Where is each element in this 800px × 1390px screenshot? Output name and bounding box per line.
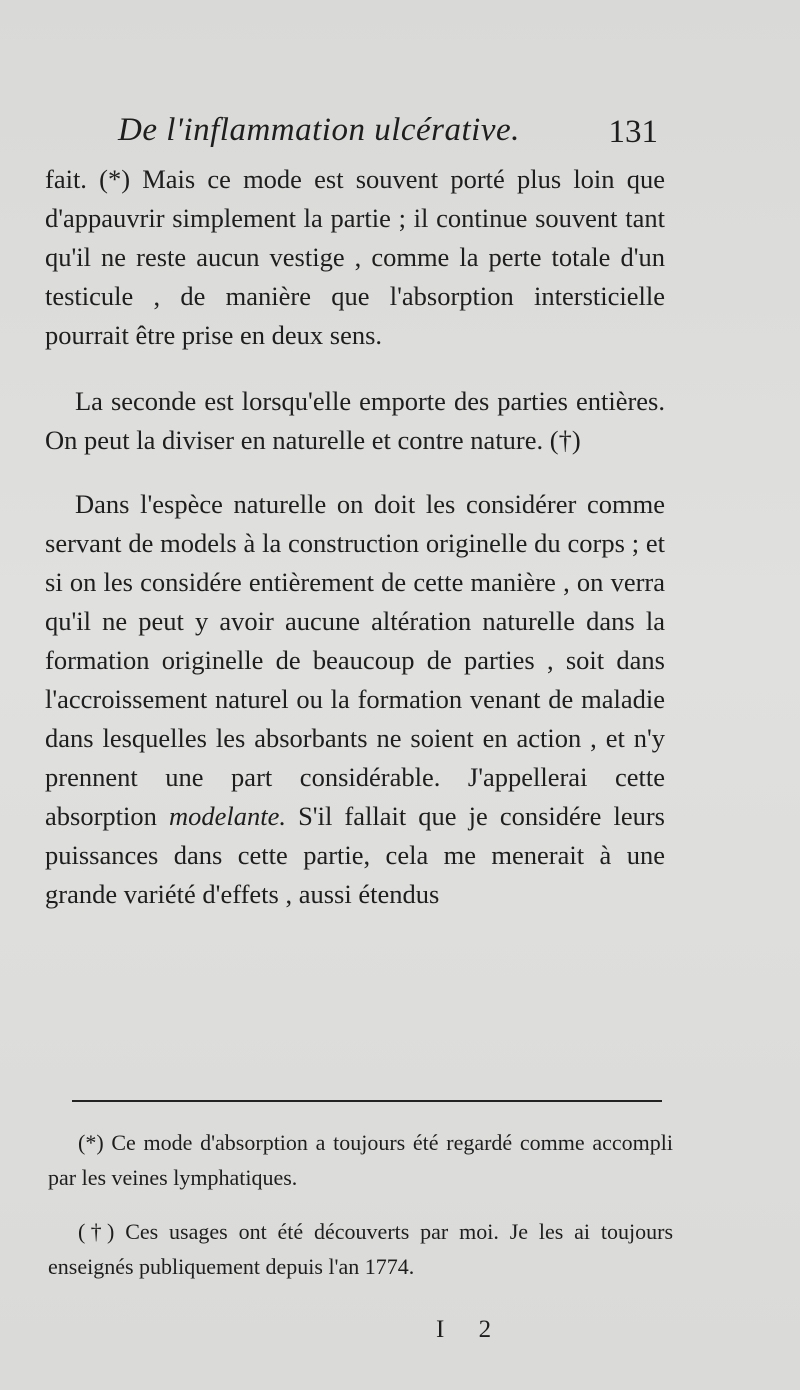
page-header	[118, 112, 658, 162]
footnote-dagger: (†) Ces usages ont été découverts par moi. Je les ai toujours enseignés publiquement depuis l'an 1774.	[48, 1219, 673, 1279]
paragraph-second-kind: La seconde est lorsqu'elle emporte des parties entières. On peut la diviser en naturelle et contre nature. (†)	[45, 386, 665, 455]
page-number: 131	[608, 114, 658, 150]
paragraph-text-end: S'il fallait que je considére leurs puissances dans cette partie, cela me menerait à une grande variété d'effets , aussi étendus	[45, 801, 665, 909]
paragraph-text-start: Dans l'espèce naturelle on doit les considérer comme servant de models à la construction originelle du corps ; et si on les considére entièrement de cette manière , on verra qu'il ne peut y avoir aucune altération naturelle dans la formation originelle de beaucoup de parties , soit dans l'accroissement naturel ou la formation venant de maladie dans lesquelles les absorbants ne soient en action , et n'y prennent une part considérable. J'appellerai cette absorption	[45, 489, 665, 831]
italic-term: modelante.	[168, 801, 286, 831]
body-text	[45, 160, 665, 914]
paragraph-continuation: fait. (*) Mais ce mode est souvent porté plus loin que d'appauvrir simplement la partie ; il continue souvent tant qu'il ne reste aucun vestige , comme la perte totale d'un testicule , de manière que l'absorption intersticielle pourrait être prise en deux sens.	[45, 164, 665, 350]
running-title: De l'inflammation ulcérative.	[118, 112, 520, 148]
footnote-divider	[72, 1100, 662, 1102]
footnotes	[48, 1125, 673, 1284]
paragraph-natural-kind	[45, 485, 665, 914]
footnote-asterisk: (*) Ce mode d'absorption a toujours été regardé comme accompli par les veines lymphatiques.	[48, 1130, 673, 1190]
printer-signature-mark: I 2	[436, 1316, 506, 1343]
